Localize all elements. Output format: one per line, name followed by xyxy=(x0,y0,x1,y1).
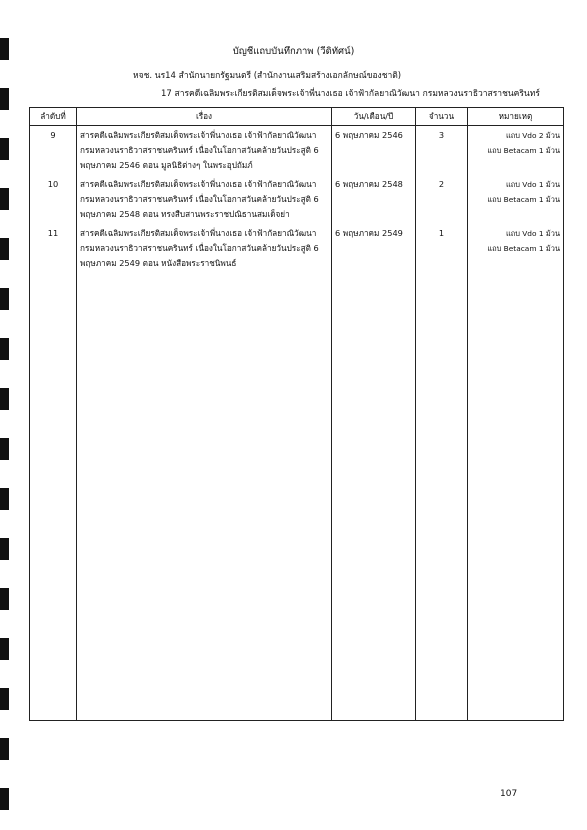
row-note xyxy=(468,126,564,176)
note-line: แถบ Betacam 1 ม้วน xyxy=(487,146,560,155)
note-line: แถบ Vdo 1 ม้วน xyxy=(505,229,560,238)
row-number: 10 xyxy=(30,175,77,224)
group-line: 17 สารคดีเฉลิมพระเกียรติสมเด็จพระเจ้าพี่นางเธอ เจ้าฟ้ากัลยาณิวัฒนา กรมหลวงนราธิวาสราชนครินทร์ xyxy=(161,89,540,99)
row-subject: สารคดีเฉลิมพระเกียรติสมเด็จพระเจ้าพี่นางเธอ เจ้าฟ้ากัลยาณิวัฒนา กรมหลวงนราธิวาสราชนครินทร์ เนื่องในโอกาสวันคล้ายวันประสูติ 6 พฤษภาคม 2546 ตอน มูลนิธิต่างๆ ในพระอุปถัมภ์ xyxy=(77,126,332,176)
col-header-date: วัน/เดือน/ปี xyxy=(332,108,416,126)
row-number: 9 xyxy=(30,126,77,176)
table-empty-space xyxy=(30,273,564,721)
row-number: 11 xyxy=(30,224,77,273)
row-date: 6 พฤษภาคม 2549 xyxy=(332,224,416,273)
table-header-row xyxy=(30,108,564,126)
row-quantity: 2 xyxy=(416,175,468,224)
row-quantity: 3 xyxy=(416,126,468,176)
document-title: บัญชีแถบบันทึกภาพ (วีดิทัศน์) xyxy=(232,46,355,57)
note-line: แถบ Vdo 1 ม้วน xyxy=(505,180,560,189)
record-table xyxy=(29,107,564,721)
row-date: 6 พฤษภาคม 2546 xyxy=(332,126,416,176)
note-line: แถบ Betacam 1 ม้วน xyxy=(487,244,560,253)
row-subject: สารคดีเฉลิมพระเกียรติสมเด็จพระเจ้าพี่นางเธอ เจ้าฟ้ากัลยาณิวัฒนา กรมหลวงนราธิวาสราชนครินทร์ เนื่องในโอกาสวันคล้ายวันประสูติ 6 พฤษภาคม 2549 ตอน หนังสือพระราชนิพนธ์ xyxy=(77,224,332,273)
note-line: แถบ Vdo 2 ม้วน xyxy=(505,131,560,140)
note-line: แถบ Betacam 1 ม้วน xyxy=(487,195,560,204)
table-row xyxy=(30,175,564,224)
table-row xyxy=(30,224,564,273)
row-note xyxy=(468,175,564,224)
row-quantity: 1 xyxy=(416,224,468,273)
row-date: 6 พฤษภาคม 2548 xyxy=(332,175,416,224)
col-header-note: หมายเหตุ xyxy=(468,108,564,126)
col-header-subject: เรื่อง xyxy=(77,108,332,126)
col-header-qty: จำนวน xyxy=(416,108,468,126)
table-row xyxy=(30,126,564,176)
agency-line: หจช. นร14 สำนักนายกรัฐมนตรี (สำนักงานเสริมสร้างเอกลักษณ์ของชาติ) xyxy=(133,71,402,81)
page-number: 107 xyxy=(500,789,518,799)
row-note xyxy=(468,224,564,273)
col-header-no: ลำดับที่ xyxy=(30,108,77,126)
row-subject: สารคดีเฉลิมพระเกียรติสมเด็จพระเจ้าพี่นางเธอ เจ้าฟ้ากัลยาณิวัฒนา กรมหลวงนราธิวาสราชนครินทร์ เนื่องในโอกาสวันคล้ายวันประสูติ 6 พฤษภาคม 2548 ตอน ทรงสืบสานพระราชปณิธานสมเด็จย่า xyxy=(77,175,332,224)
